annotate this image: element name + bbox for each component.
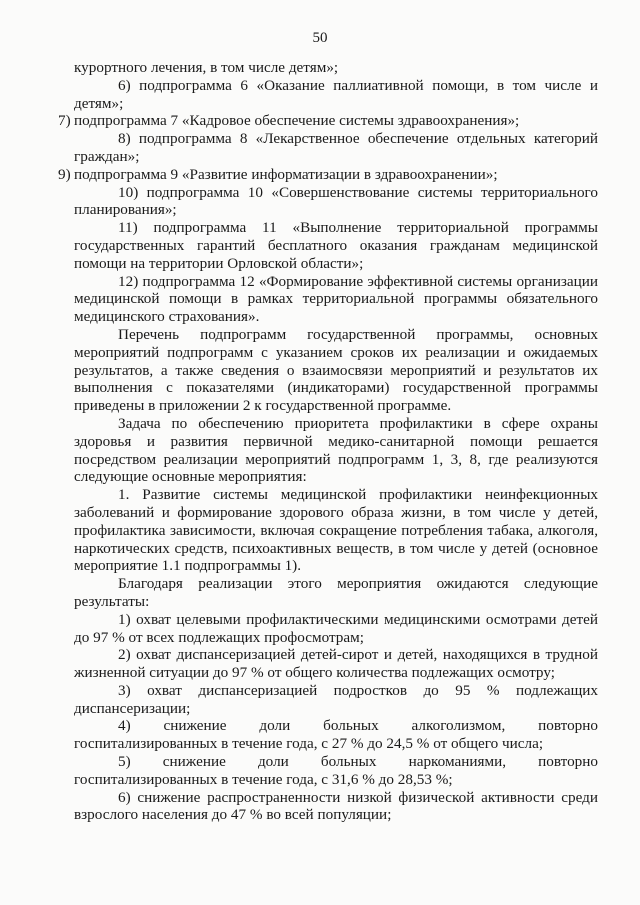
list-item-6: 6) подпрограмма 6 «Оказание паллиативной помощи, в том числе и детям»; bbox=[74, 76, 598, 112]
paragraph-measure-1: 1. Развитие системы медицинской профилактики неинфекционных заболеваний и формирование здорового образа жизни, в том числе у детей, профилактика зависимости, включая сокращение потребления табака, алкоголя, наркотических средств, психоактивных веществ, в том числе у детей (основное мероприятие 1.1 подпрограммы 1). bbox=[74, 486, 598, 575]
list-item-9 bbox=[58, 166, 598, 184]
list-item-11: 11) подпрограмма 11 «Выполнение территориальной программы государственных гарантий бесплатного оказания гражданам медицинской помощи на территории Орловской области»; bbox=[74, 219, 598, 272]
paragraph-prevention-task: Задача по обеспечению приоритета профилактики в сфере охраны здоровья и развития первичной медико-санитарной помощи решается посредством реализации мероприятий подпрограмм 1, 3, 8, где реализуются следующие основные мероприятия: bbox=[74, 414, 598, 486]
list-number: 7) bbox=[58, 112, 71, 130]
list-text: подпрограмма 9 «Развитие информатизации в здравоохранении»; bbox=[74, 165, 498, 183]
list-item-7 bbox=[58, 112, 598, 130]
result-item-2: 2) охват диспансеризацией детей-сирот и детей, находящихся в трудной жизненной ситуации до 97 % от общего количества подлежащих осмотру; bbox=[74, 646, 598, 682]
page-number: 50 bbox=[312, 30, 328, 46]
list-item-8: 8) подпрограмма 8 «Лекарственное обеспечение отдельных категорий граждан»; bbox=[74, 130, 598, 165]
result-item-4: 4) снижение доли больных алкоголизмом, повторно госпитализированных в течение года, с 27 % до 24,5 % от общего числа; bbox=[74, 717, 598, 753]
list-text: подпрограмма 7 «Кадровое обеспечение системы здравоохранения»; bbox=[74, 112, 520, 130]
list-item-10: 10) подпрограмма 10 «Совершенствование системы территориального планирования»; bbox=[74, 183, 598, 219]
list-number: 9) bbox=[58, 165, 71, 183]
list-item-12: 12) подпрограмма 12 «Формирование эффективной системы организации медицинской помощи в рамках территориальной программы обязательного медицинского страхования». bbox=[74, 272, 598, 326]
paragraph-subprograms-list: Перечень подпрограмм государственной программы, основных мероприятий подпрограмм с указанием сроков их реализации и ожидаемых результатов, а также сведения о взаимосвязи мероприятий и результатов их выполнения с показателями (индикаторами) государственной программы приведены в приложении 2 к государственной программе. bbox=[74, 325, 598, 415]
result-item-6: 6) снижение распространенности низкой физической активности среди взрослого населения до 47 % во всей популяции; bbox=[74, 788, 598, 824]
document-body bbox=[58, 59, 598, 824]
result-item-5: 5) снижение доли больных наркоманиями, повторно госпитализированных в течение года, с 31,6 % до 28,53 %; bbox=[74, 753, 598, 788]
paragraph-expected-results: Благодаря реализации этого мероприятия ожидаются следующие результаты: bbox=[74, 575, 598, 610]
list-item-5-continuation: курортного лечения, в том числе детям»; bbox=[74, 59, 339, 76]
result-item-1: 1) охват целевыми профилактическими медицинскими осмотрами детей до 97 % от всех подлежащих профосмотрам; bbox=[74, 610, 598, 646]
result-item-3: 3) охват диспансеризацией подростков до 95 % подлежащих диспансеризации; bbox=[74, 681, 598, 717]
